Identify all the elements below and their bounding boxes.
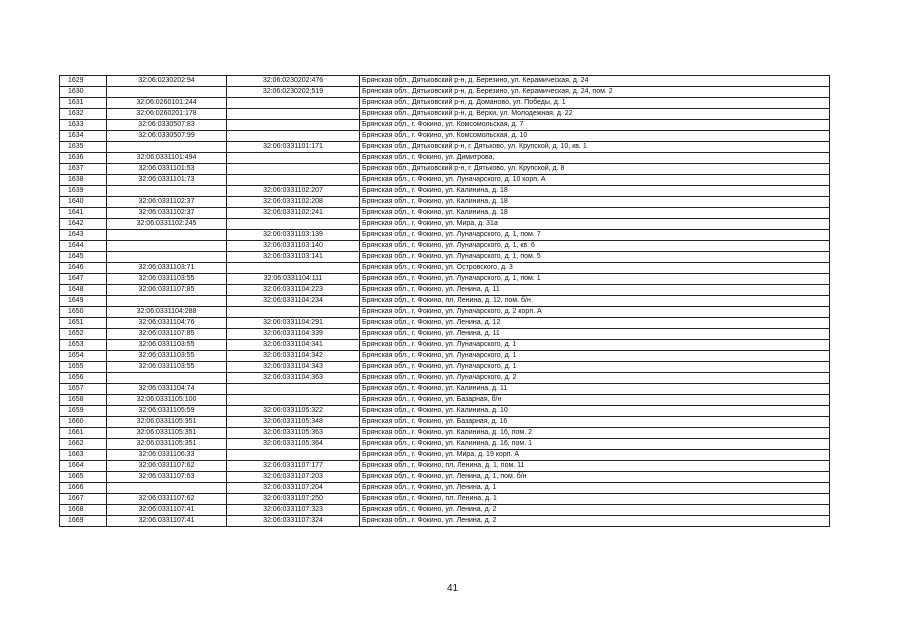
table-row <box>60 351 830 362</box>
address-cell: Брянская обл., г. Фокино, ул. Калинина, д. 18 <box>360 208 830 219</box>
land-parcel-number-cell <box>107 296 227 307</box>
row-number-cell: 1660 <box>60 417 107 428</box>
table-row <box>60 516 830 527</box>
address-cell: Брянская обл., г. Фокино, пл. Ленина, д. 1 <box>360 494 830 505</box>
building-cadastral-number-cell: 32:06:0331105:364 <box>227 439 360 450</box>
page-number: 41 <box>446 583 459 594</box>
address-cell: Брянская обл., г. Фокино, ул. Ленина, д. 2 <box>360 516 830 527</box>
building-cadastral-number-cell <box>227 98 360 109</box>
building-cadastral-number-cell <box>227 450 360 461</box>
building-cadastral-number-cell: 32:06:0331102:208 <box>227 197 360 208</box>
land-parcel-number-cell: 32:06:0331107:41 <box>107 505 227 516</box>
table-row <box>60 131 830 142</box>
address-cell: Брянская обл., г. Фокино, ул. Димитрова, <box>360 153 830 164</box>
table-row <box>60 274 830 285</box>
address-cell: Брянская обл., Дятьковский р-н, г. Дятьково, ул. Крупской, д. 8 <box>360 164 830 175</box>
table-row <box>60 153 830 164</box>
address-cell: Брянская обл., г. Фокино, ул. Калинина, д. 16, пом. 1 <box>360 439 830 450</box>
land-parcel-number-cell: 32:06:0330507:83 <box>107 120 227 131</box>
row-number-cell: 1632 <box>60 109 107 120</box>
land-parcel-number-cell: 32:06:0331105:351 <box>107 417 227 428</box>
address-cell: Брянская обл., г. Фокино, ул. Луначарского, д. 1, пом. 1 <box>360 274 830 285</box>
address-cell: Брянская обл., г. Фокино, ул. Калинина, д. 16, пом. 2 <box>360 428 830 439</box>
registry-table-container <box>59 75 830 527</box>
land-parcel-number-cell: 32:06:0331107:85 <box>107 285 227 296</box>
address-cell: Брянская обл., г. Фокино, ул. Комсомольская, д. 7 <box>360 120 830 131</box>
table-row <box>60 197 830 208</box>
land-parcel-number-cell <box>107 142 227 153</box>
land-parcel-number-cell: 32:06:0331102:37 <box>107 197 227 208</box>
table-row <box>60 230 830 241</box>
table-row <box>60 406 830 417</box>
row-number-cell: 1654 <box>60 351 107 362</box>
row-number-cell: 1637 <box>60 164 107 175</box>
land-parcel-number-cell: 32:06:0260101:244 <box>107 98 227 109</box>
address-cell: Брянская обл., г. Фокино, ул. Луначарского, д. 2 корп. А <box>360 307 830 318</box>
address-cell: Брянская обл., г. Фокино, ул. Луначарского, д. 1, кв. 6 <box>360 241 830 252</box>
land-parcel-number-cell: 32:06:0331105:100 <box>107 395 227 406</box>
land-parcel-number-cell <box>107 230 227 241</box>
land-parcel-number-cell: 32:06:0331102:37 <box>107 208 227 219</box>
table-row <box>60 164 830 175</box>
row-number-cell: 1644 <box>60 241 107 252</box>
row-number-cell: 1647 <box>60 274 107 285</box>
table-row <box>60 241 830 252</box>
address-cell: Брянская обл., г. Фокино, ул. Ленина, д. 11 <box>360 285 830 296</box>
land-parcel-number-cell <box>107 186 227 197</box>
building-cadastral-number-cell <box>227 120 360 131</box>
land-parcel-number-cell: 32:06:0331103:55 <box>107 274 227 285</box>
table-row <box>60 109 830 120</box>
table-row <box>60 219 830 230</box>
address-cell: Брянская обл., Дятьковский р-н, д. Березино, ул. Керамическая, д. 24, пом. 2 <box>360 87 830 98</box>
table-row <box>60 395 830 406</box>
row-number-cell: 1650 <box>60 307 107 318</box>
table-row <box>60 461 830 472</box>
address-cell: Брянская обл., г. Фокино, ул. Ленина, д. 1, пом. б/н <box>360 472 830 483</box>
table-row <box>60 307 830 318</box>
table-row <box>60 175 830 186</box>
land-parcel-number-cell: 32:06:0331103:55 <box>107 351 227 362</box>
address-cell: Брянская обл., г. Фокино, ул. Луначарского, д. 1 <box>360 351 830 362</box>
building-cadastral-number-cell: 32:06:0331105:348 <box>227 417 360 428</box>
address-cell: Брянская обл., г. Фокино, ул. Базарная, д. 16 <box>360 417 830 428</box>
building-cadastral-number-cell: 32:06:0331104:341 <box>227 340 360 351</box>
building-cadastral-number-cell: 32:06:0331104:342 <box>227 351 360 362</box>
row-number-cell: 1649 <box>60 296 107 307</box>
row-number-cell: 1656 <box>60 373 107 384</box>
table-row <box>60 483 830 494</box>
address-cell: Брянская обл., г. Фокино, ул. Ленина, д. 1 <box>360 483 830 494</box>
address-cell: Брянская обл., Дятьковский р-н, д. Доманово, ул. Победы, д. 1 <box>360 98 830 109</box>
row-number-cell: 1658 <box>60 395 107 406</box>
address-cell: Брянская обл., г. Фокино, ул. Калинина, д. 18 <box>360 197 830 208</box>
row-number-cell: 1666 <box>60 483 107 494</box>
table-row <box>60 340 830 351</box>
row-number-cell: 1645 <box>60 252 107 263</box>
address-cell: Брянская обл., г. Фокино, ул. Луначарского, д. 1, пом. 5 <box>360 252 830 263</box>
table-row <box>60 494 830 505</box>
building-cadastral-number-cell: 32:06:0331105:322 <box>227 406 360 417</box>
building-cadastral-number-cell: 32:06:0331107:203 <box>227 472 360 483</box>
building-cadastral-number-cell <box>227 164 360 175</box>
building-cadastral-number-cell: 32:06:0331107:324 <box>227 516 360 527</box>
table-row <box>60 329 830 340</box>
address-cell: Брянская обл., Дятьковский р-н, г. Дятьково, ул. Крупской, д. 10, кв. 1 <box>360 142 830 153</box>
registry-table <box>59 75 830 527</box>
building-cadastral-number-cell <box>227 384 360 395</box>
row-number-cell: 1634 <box>60 131 107 142</box>
row-number-cell: 1661 <box>60 428 107 439</box>
land-parcel-number-cell: 32:06:0331105:351 <box>107 439 227 450</box>
building-cadastral-number-cell: 32:06:0331104:343 <box>227 362 360 373</box>
land-parcel-number-cell: 32:06:0330507:99 <box>107 131 227 142</box>
building-cadastral-number-cell: 32:06:0331102:241 <box>227 208 360 219</box>
address-cell: Брянская обл., г. Фокино, ул. Мира, д. 31а <box>360 219 830 230</box>
address-cell: Брянская обл., г. Фокино, ул. Луначарского, д. 1, пом. 7 <box>360 230 830 241</box>
table-row <box>60 373 830 384</box>
address-cell: Брянская обл., г. Фокино, пл. Ленина, д. 12, пом. б/н <box>360 296 830 307</box>
table-row <box>60 208 830 219</box>
land-parcel-number-cell <box>107 87 227 98</box>
building-cadastral-number-cell: 32:06:0331104:291 <box>227 318 360 329</box>
building-cadastral-number-cell: 32:06:0331101:171 <box>227 142 360 153</box>
table-row <box>60 76 830 87</box>
land-parcel-number-cell <box>107 373 227 384</box>
building-cadastral-number-cell: 32:06:0331107:204 <box>227 483 360 494</box>
row-number-cell: 1665 <box>60 472 107 483</box>
land-parcel-number-cell: 32:06:0331101:73 <box>107 175 227 186</box>
building-cadastral-number-cell <box>227 263 360 274</box>
land-parcel-number-cell: 32:06:0331106:33 <box>107 450 227 461</box>
address-cell: Брянская обл., г. Фокино, ул. Базарная, б/н <box>360 395 830 406</box>
row-number-cell: 1657 <box>60 384 107 395</box>
table-row <box>60 252 830 263</box>
row-number-cell: 1643 <box>60 230 107 241</box>
address-cell: Брянская обл., г. Фокино, ул. Луначарского, д. 10 корп. А <box>360 175 830 186</box>
table-row <box>60 362 830 373</box>
address-cell: Брянская обл., г. Фокино, ул. Калинина, д. 18 <box>360 186 830 197</box>
registry-table-body <box>60 76 830 527</box>
address-cell: Брянская обл., г. Фокино, ул. Островского, д. 3 <box>360 263 830 274</box>
row-number-cell: 1651 <box>60 318 107 329</box>
row-number-cell: 1667 <box>60 494 107 505</box>
address-cell: Брянская обл., г. Фокино, ул. Луначарского, д. 2 <box>360 373 830 384</box>
row-number-cell: 1641 <box>60 208 107 219</box>
row-number-cell: 1669 <box>60 516 107 527</box>
building-cadastral-number-cell: 32:06:0331107:250 <box>227 494 360 505</box>
address-cell: Брянская обл., г. Фокино, пл. Ленина, д. 1, пом. 11 <box>360 461 830 472</box>
building-cadastral-number-cell <box>227 131 360 142</box>
row-number-cell: 1659 <box>60 406 107 417</box>
row-number-cell: 1630 <box>60 87 107 98</box>
table-row <box>60 186 830 197</box>
building-cadastral-number-cell <box>227 307 360 318</box>
land-parcel-number-cell: 32:06:0230202:94 <box>107 76 227 87</box>
building-cadastral-number-cell: 32:06:0331102:207 <box>227 186 360 197</box>
land-parcel-number-cell: 32:06:0331107:63 <box>107 472 227 483</box>
table-row <box>60 98 830 109</box>
land-parcel-number-cell: 32:06:0331103:55 <box>107 362 227 373</box>
row-number-cell: 1652 <box>60 329 107 340</box>
building-cadastral-number-cell: 32:06:0230202:519 <box>227 87 360 98</box>
row-number-cell: 1636 <box>60 153 107 164</box>
table-row <box>60 417 830 428</box>
table-row <box>60 450 830 461</box>
table-row <box>60 428 830 439</box>
building-cadastral-number-cell: 32:06:0331107:177 <box>227 461 360 472</box>
building-cadastral-number-cell: 32:06:0331104:223 <box>227 285 360 296</box>
land-parcel-number-cell: 32:06:0331103:71 <box>107 263 227 274</box>
land-parcel-number-cell: 32:06:0331107:62 <box>107 461 227 472</box>
row-number-cell: 1664 <box>60 461 107 472</box>
row-number-cell: 1640 <box>60 197 107 208</box>
table-row <box>60 439 830 450</box>
building-cadastral-number-cell: 32:06:0331103:139 <box>227 230 360 241</box>
land-parcel-number-cell: 32:06:0331104:76 <box>107 318 227 329</box>
row-number-cell: 1639 <box>60 186 107 197</box>
address-cell: Брянская обл., г. Фокино, ул. Мира, д. 19 корп. А <box>360 450 830 461</box>
table-row <box>60 296 830 307</box>
row-number-cell: 1648 <box>60 285 107 296</box>
land-parcel-number-cell <box>107 252 227 263</box>
building-cadastral-number-cell: 32:06:0230202:476 <box>227 76 360 87</box>
table-row <box>60 318 830 329</box>
building-cadastral-number-cell <box>227 219 360 230</box>
land-parcel-number-cell: 32:06:0331102:245 <box>107 219 227 230</box>
land-parcel-number-cell: 32:06:0331105:351 <box>107 428 227 439</box>
table-row <box>60 285 830 296</box>
land-parcel-number-cell <box>107 241 227 252</box>
building-cadastral-number-cell <box>227 175 360 186</box>
row-number-cell: 1638 <box>60 175 107 186</box>
row-number-cell: 1635 <box>60 142 107 153</box>
land-parcel-number-cell: 32:06:0331104:288 <box>107 307 227 318</box>
address-cell: Брянская обл., г. Фокино, ул. Калинина, д. 10 <box>360 406 830 417</box>
land-parcel-number-cell: 32:06:0331104:74 <box>107 384 227 395</box>
row-number-cell: 1631 <box>60 98 107 109</box>
row-number-cell: 1653 <box>60 340 107 351</box>
building-cadastral-number-cell: 32:06:0331104:234 <box>227 296 360 307</box>
address-cell: Брянская обл., Дятьковский р-н, д. Березино, ул. Керамическая, д. 24 <box>360 76 830 87</box>
building-cadastral-number-cell: 32:06:0331103:141 <box>227 252 360 263</box>
address-cell: Брянская обл., г. Фокино, ул. Ленина, д. 2 <box>360 505 830 516</box>
building-cadastral-number-cell <box>227 153 360 164</box>
address-cell: Брянская обл., г. Фокино, ул. Луначарского, д. 1 <box>360 340 830 351</box>
address-cell: Брянская обл., г. Фокино, ул. Калинина, д. 11 <box>360 384 830 395</box>
building-cadastral-number-cell: 32:06:0331104:339 <box>227 329 360 340</box>
table-row <box>60 263 830 274</box>
table-row <box>60 142 830 153</box>
land-parcel-number-cell: 32:06:0260201:178 <box>107 109 227 120</box>
land-parcel-number-cell: 32:06:0331105:59 <box>107 406 227 417</box>
row-number-cell: 1662 <box>60 439 107 450</box>
building-cadastral-number-cell: 32:06:0331104:363 <box>227 373 360 384</box>
row-number-cell: 1633 <box>60 120 107 131</box>
address-cell: Брянская обл., Дятьковский р-н, д. Верхи, ул. Молодежная, д. 22 <box>360 109 830 120</box>
building-cadastral-number-cell <box>227 109 360 120</box>
land-parcel-number-cell: 32:06:0331107:85 <box>107 329 227 340</box>
table-row <box>60 472 830 483</box>
land-parcel-number-cell: 32:06:0331107:41 <box>107 516 227 527</box>
address-cell: Брянская обл., г. Фокино, ул. Ленина, д. 12 <box>360 318 830 329</box>
row-number-cell: 1629 <box>60 76 107 87</box>
land-parcel-number-cell: 32:06:0331103:55 <box>107 340 227 351</box>
building-cadastral-number-cell <box>227 395 360 406</box>
building-cadastral-number-cell: 32:06:0331107:323 <box>227 505 360 516</box>
building-cadastral-number-cell: 32:06:0331104:111 <box>227 274 360 285</box>
building-cadastral-number-cell: 32:06:0331105:363 <box>227 428 360 439</box>
table-row <box>60 120 830 131</box>
address-cell: Брянская обл., г. Фокино, ул. Комсомольская, д. 10 <box>360 131 830 142</box>
address-cell: Брянская обл., г. Фокино, ул. Луначарского, д. 1 <box>360 362 830 373</box>
row-number-cell: 1646 <box>60 263 107 274</box>
row-number-cell: 1642 <box>60 219 107 230</box>
table-row <box>60 505 830 516</box>
row-number-cell: 1668 <box>60 505 107 516</box>
building-cadastral-number-cell: 32:06:0331103:140 <box>227 241 360 252</box>
row-number-cell: 1655 <box>60 362 107 373</box>
land-parcel-number-cell: 32:06:0331101:53 <box>107 164 227 175</box>
table-row <box>60 384 830 395</box>
address-cell: Брянская обл., г. Фокино, ул. Ленина, д. 11 <box>360 329 830 340</box>
row-number-cell: 1663 <box>60 450 107 461</box>
land-parcel-number-cell <box>107 483 227 494</box>
land-parcel-number-cell: 32:06:0331101:494 <box>107 153 227 164</box>
table-row <box>60 87 830 98</box>
land-parcel-number-cell: 32:06:0331107:62 <box>107 494 227 505</box>
